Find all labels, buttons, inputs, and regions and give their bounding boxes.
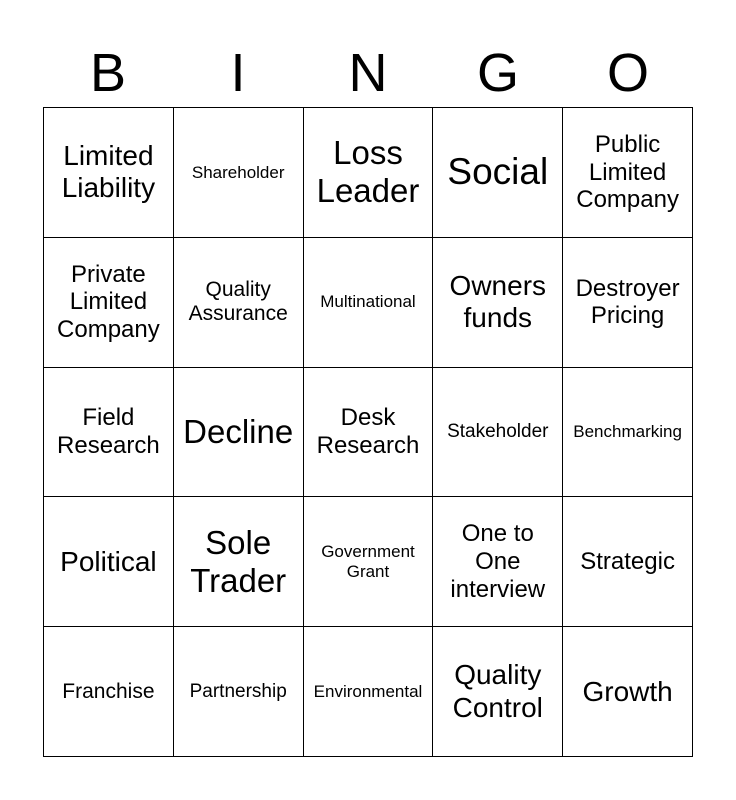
bingo-cell[interactable] — [563, 238, 693, 368]
cell-label: Public Limited Company — [576, 131, 679, 214]
header-letter-i: I — [230, 43, 246, 103]
bingo-cell[interactable] — [174, 497, 304, 627]
header-letter-b: B — [89, 43, 127, 103]
bingo-cell[interactable] — [44, 368, 174, 498]
cell-label: Franchise — [62, 679, 155, 703]
bingo-header — [43, 40, 693, 106]
bingo-cell[interactable] — [174, 108, 304, 238]
header-letter-o: O — [606, 43, 649, 103]
cell-label: Sole Trader — [190, 523, 287, 599]
bingo-cell[interactable] — [44, 108, 174, 238]
bingo-cell[interactable] — [563, 368, 693, 498]
bingo-cell[interactable] — [304, 368, 434, 498]
cell-label: Partnership — [189, 680, 287, 702]
bingo-cell[interactable] — [433, 497, 563, 627]
cell-label: Destroyer Pricing — [575, 274, 680, 330]
cell-label: Decline — [183, 413, 294, 451]
cell-label: Owners funds — [449, 270, 547, 334]
cell-label: Limited Liability — [61, 140, 156, 204]
bingo-card-grid — [43, 107, 693, 757]
cell-label: Strategic — [580, 547, 675, 575]
bingo-cell[interactable] — [304, 238, 434, 368]
bingo-cell[interactable] — [433, 368, 563, 498]
cell-label: Desk Research — [316, 404, 420, 459]
cell-label: Field Research — [57, 404, 160, 459]
cell-label: Political — [60, 545, 157, 577]
bingo-cell[interactable] — [44, 238, 174, 368]
cell-label: Private Limited Company — [57, 260, 160, 343]
cell-label: Stakeholder — [447, 421, 549, 443]
cell-label: Growth — [582, 675, 673, 707]
cell-label: Loss Leader — [316, 134, 420, 210]
bingo-cell[interactable] — [304, 627, 434, 757]
bingo-cell[interactable] — [563, 108, 693, 238]
cell-label: Government Grant — [321, 542, 415, 581]
bingo-cell[interactable] — [174, 238, 304, 368]
bingo-cell[interactable] — [433, 238, 563, 368]
bingo-cell[interactable] — [44, 627, 174, 757]
cell-label: Quality Assurance — [188, 278, 288, 326]
header-letter-g: G — [476, 43, 519, 103]
bingo-cell[interactable] — [433, 627, 563, 757]
bingo-cell[interactable] — [304, 497, 434, 627]
bingo-cell[interactable] — [304, 108, 434, 238]
bingo-cell[interactable] — [433, 108, 563, 238]
cell-label: Quality Control — [452, 659, 543, 723]
cell-label: Shareholder — [191, 162, 285, 182]
bingo-cell[interactable] — [174, 368, 304, 498]
bingo-cell[interactable] — [174, 627, 304, 757]
cell-label: Benchmarking — [573, 422, 682, 442]
cell-label: One to One interview — [450, 520, 546, 603]
bingo-cell[interactable] — [563, 627, 693, 757]
bingo-cell[interactable] — [44, 497, 174, 627]
cell-label: Multinational — [320, 292, 416, 312]
cell-label: Social — [447, 151, 549, 193]
bingo-cell[interactable] — [563, 497, 693, 627]
cell-label: Environmental — [313, 681, 423, 701]
header-letter-n: N — [348, 43, 388, 103]
